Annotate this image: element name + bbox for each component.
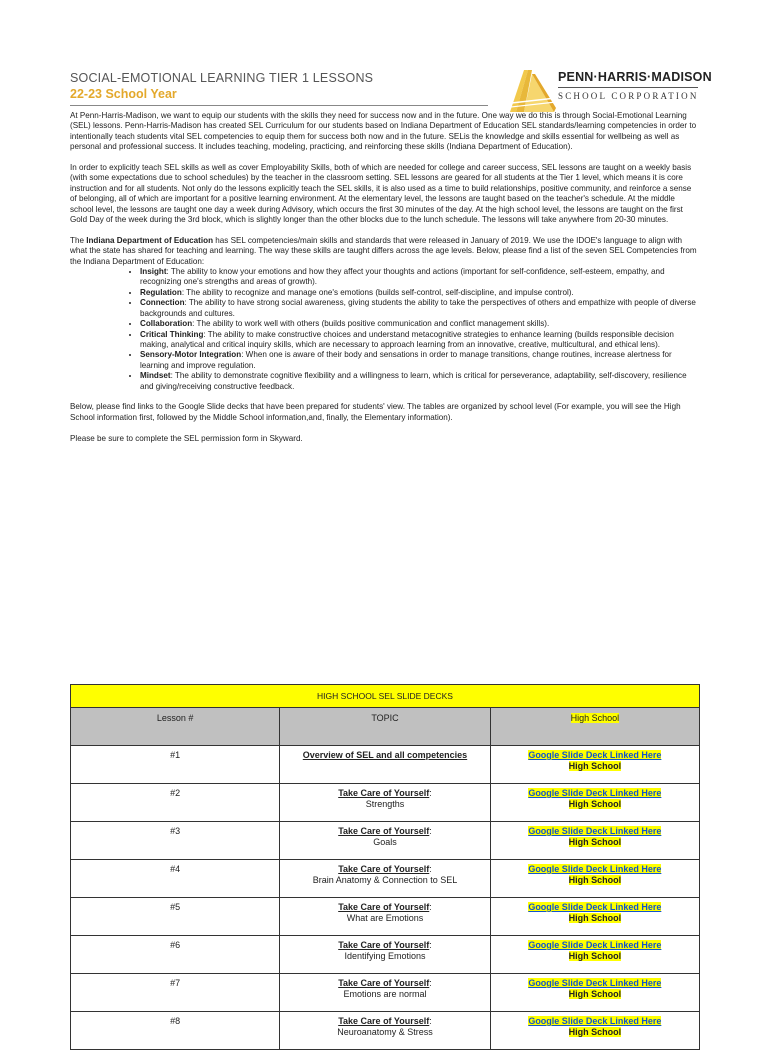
table-row	[71, 936, 700, 974]
topic-main: Take Care of Yourself	[338, 788, 430, 798]
level-label: High School	[568, 875, 622, 885]
slide-deck-cell	[490, 1012, 699, 1050]
slide-deck-link[interactable]: Google Slide Deck Linked Here	[528, 864, 662, 874]
slide-deck-cell	[490, 974, 699, 1012]
logo-name: PENN·HARRIS·MADISON	[558, 70, 712, 84]
idoe-paragraph-start: The	[70, 235, 87, 245]
links-paragraph: Below, please find links to the Google Slide decks that have been prepared for students' view. The tables are organized by school level (For example, you will see the High School information first, followed by the Middle School information,and, finally, the Elementary information).	[70, 402, 681, 422]
lesson-topic: Take Care of Yourself: Identifying Emotions	[280, 936, 490, 974]
topic-sub: Identifying Emotions	[344, 951, 426, 961]
lesson-number: #3	[71, 822, 280, 860]
slide-deck-cell	[490, 936, 699, 974]
lesson-topic: Take Care of Yourself: Strengths	[280, 784, 490, 822]
competency-item: • Connection: The ability to have strong social awareness, giving students the ability to take the perspectives of others and empathize with people of diverse backgrounds and cultures.	[140, 298, 698, 319]
logo-subtitle: SCHOOL CORPORATION	[558, 91, 699, 101]
level-label: High School	[568, 951, 622, 961]
level-label: High School	[568, 799, 622, 809]
topic-main: Overview of SEL and all competencies	[302, 750, 468, 760]
slide-deck-link[interactable]: Google Slide Deck Linked Here	[528, 1016, 662, 1026]
lesson-number: #2	[71, 784, 280, 822]
lesson-number: #8	[71, 1012, 280, 1050]
table-header-row	[71, 708, 700, 746]
lesson-number: #6	[71, 936, 280, 974]
document-header	[70, 70, 712, 110]
level-label: High School	[568, 1027, 622, 1037]
competency-item: • Mindset: The ability to demonstrate cognitive flexibility and a willingness to learn, which is critical for perseverance, adaptability, self-discovery, resilience and giving/receiving constructive feedback.	[140, 371, 698, 392]
table-row	[71, 1012, 700, 1050]
document-title: SOCIAL-EMOTIONAL LEARNING TIER 1 LESSONS	[70, 71, 374, 85]
topic-main: Take Care of Yourself	[338, 940, 430, 950]
topic-main: Take Care of Yourself	[338, 826, 430, 836]
level-label: High School	[568, 913, 622, 923]
logo-divider	[558, 87, 698, 88]
table-row	[71, 822, 700, 860]
topic-sub: Emotions are normal	[343, 989, 427, 999]
lesson-topic: Take Care of Yourself: Goals	[280, 822, 490, 860]
topic-sub: Brain Anatomy & Connection to SEL	[312, 875, 458, 885]
table-row	[71, 860, 700, 898]
topic-main: Take Care of Yourself	[338, 978, 430, 988]
slide-deck-link[interactable]: Google Slide Deck Linked Here	[528, 978, 662, 988]
competency-item: • Regulation: The ability to recognize and manage one's emotions (builds self-control, self-discipline, and impulse control).	[140, 288, 698, 298]
topic-main: Take Care of Yourself	[338, 1016, 430, 1026]
slide-deck-cell	[490, 746, 699, 784]
table-row	[71, 898, 700, 936]
lesson-number: #7	[71, 974, 280, 1012]
idoe-paragraph-end: has SEL competencies/main skills and standards that were released in January of 2019. We use the IDOE's language to align with what the state has shared for teaching and learning. The way these skills are taught differs across the age levels. Below, please find a list of the seven SEL Competencies from the Indiana Department of Education:	[70, 235, 697, 266]
slide-deck-cell	[490, 860, 699, 898]
school-year-subtitle: 22-23 School Year	[70, 87, 177, 101]
competency-list	[70, 267, 698, 392]
idoe-paragraph	[70, 236, 698, 267]
lesson-topic: Take Care of Yourself: What are Emotions	[280, 898, 490, 936]
header-level: High School	[490, 708, 699, 746]
topic-main: Take Care of Yourself	[338, 902, 430, 912]
competency-item: • Insight: The ability to know your emotions and how they affect your thoughts and actions (important for self-confidence, self-esteem, empathy, and recognizing one's strengths and areas of growth).	[140, 267, 698, 288]
header-lesson: Lesson #	[71, 708, 280, 746]
competency-item: • Sensory-Motor Integration: When one is aware of their body and sensations in order to manage transitions, change routines, increase alertness for learning and improve regulation.	[140, 350, 698, 371]
topic-sub: Strengths	[365, 799, 405, 809]
lesson-topic: Take Care of Yourself: Neuroanatomy & Stress	[280, 1012, 490, 1050]
lesson-number: #4	[71, 860, 280, 898]
topic-main: Take Care of Yourself	[338, 864, 430, 874]
permission-paragraph: Please be sure to complete the SEL permission form in Skyward.	[70, 433, 303, 443]
level-label: High School	[568, 761, 622, 771]
topic-sub: Goals	[373, 837, 397, 847]
slide-deck-link[interactable]: Google Slide Deck Linked Here	[528, 902, 662, 912]
lesson-number: #1	[71, 746, 280, 784]
topic-sub: What are Emotions	[346, 913, 424, 923]
table-row	[71, 974, 700, 1012]
slide-deck-link[interactable]: Google Slide Deck Linked Here	[528, 788, 662, 798]
document-body	[70, 111, 698, 454]
slide-deck-link[interactable]: Google Slide Deck Linked Here	[528, 826, 662, 836]
phm-logo	[502, 68, 712, 112]
header-divider	[70, 105, 488, 106]
idoe-name: Indiana Department of Education	[86, 235, 214, 245]
table-title: HIGH SCHOOL SEL SLIDE DECKS	[71, 685, 700, 708]
slide-deck-cell	[490, 898, 699, 936]
table-row	[71, 746, 700, 784]
intro-paragraph: At Penn-Harris-Madison, we want to equip our students with the skills they need for success now and in the future. One way we do this is through Social-Emotional Learning (SEL) lessons. Penn-Harris-Madison has created SEL Curriculum for our students based on Indiana Department of Education SEL standards/learning competencies in order to intentionally teach students vital SEL competencies to equip them for success both now and in the future. SELis the knowledge and skills essential for wellbeing as well as personal and professional success. It includes teaching, modeling, practicing, and reinforcing these skills (Indiana Department of Education).	[70, 111, 697, 152]
table-row	[71, 784, 700, 822]
lesson-number: #5	[71, 898, 280, 936]
slide-deck-cell	[490, 822, 699, 860]
phm-logo-icon	[502, 68, 556, 112]
slide-deck-link[interactable]: Google Slide Deck Linked Here	[528, 750, 662, 760]
header-topic: TOPIC	[280, 708, 490, 746]
slide-deck-link[interactable]: Google Slide Deck Linked Here	[528, 940, 662, 950]
lesson-topic	[280, 746, 490, 784]
topic-sub: Neuroanatomy & Stress	[337, 1027, 433, 1037]
competency-item: • Critical Thinking: The ability to make constructive choices and understand metacognitive strategies to enhance learning (builds responsible decision making, analytical and critical inquiry skills, which are necessary to approach learning from an innovative, creative, multicultural, and ethical lens).	[140, 330, 698, 351]
schedule-paragraph: In order to explicitly teach SEL skills as well as cover Employability Skills, both of which are needed for college and career success, SEL lessons are taught on a weekly basis (with some expectations due to school schedules) by the teacher in the classroom setting. SEL lessons are geared for all students at the Tier 1 level, which means it is core instruction and for all students. Not only do the lessons explicitly teach the SEL skills, it is also used as a time to build relationships, positive community, and reinforce a sense of belonging, all of which are important for a positive learning environment. At the elementary level, the lessons are taught based on the teacher's schedule. At the middle school level, the lessons are taught one day a week during Advisory, which occurs the first 30 minutes of the day. At the high school level, the lessons are taught on the first Gold Day of the week during the 3rd block, which is slightly longer than the other blocks due to the lunch schedule. The lessons will take anywhere from 20-30 minutes.	[70, 163, 692, 225]
competency-item: • Collaboration: The ability to work well with others (builds positive communication and conflict management skills).	[140, 319, 698, 329]
slide-deck-cell	[490, 784, 699, 822]
high-school-slide-deck-table	[70, 684, 700, 1050]
lesson-topic: Take Care of Yourself: Emotions are normal	[280, 974, 490, 1012]
level-label: High School	[568, 989, 622, 999]
level-label: High School	[568, 837, 622, 847]
lesson-topic: Take Care of Yourself: Brain Anatomy & Connection to SEL	[280, 860, 490, 898]
